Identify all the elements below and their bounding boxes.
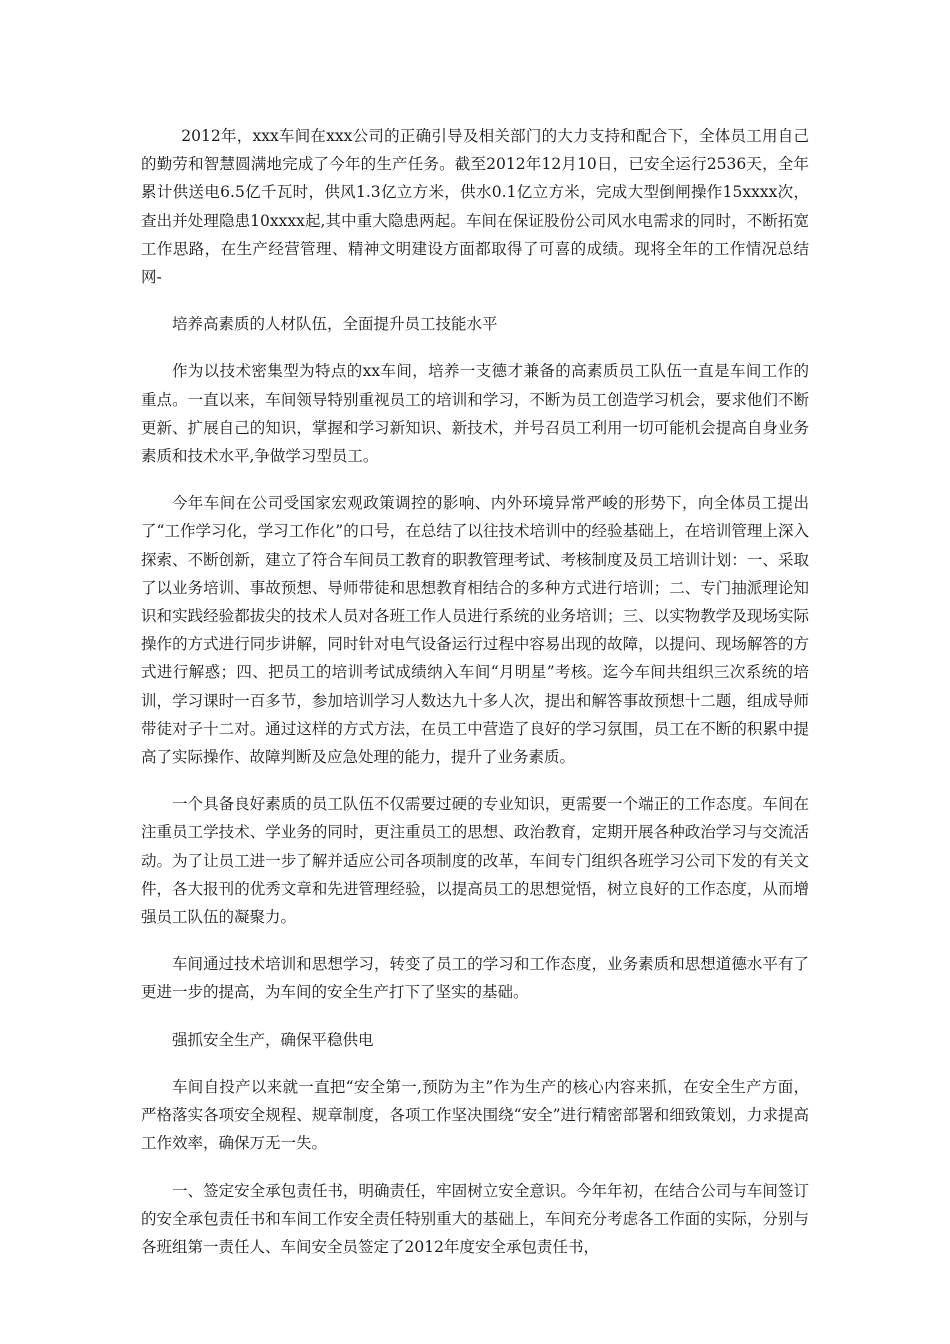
paragraph-talent-focus: 作为以技术密集型为特点的xx车间，培养一支德才兼备的高素质员工队伍一直是车间工作的重点。一直以来，车间领导特别重视员工的培训和学习，不断为员工创造学习机会，要求他们不断更新、扩展自己的知识，掌握和学习新知识、新技术，并号召员工利用一切可能机会提高自身业务素质和技术水平,争做学习型员工。 xyxy=(141,362,809,466)
section-heading-talent-team: 培养高素质的人材队伍，全面提升员工技能水平 xyxy=(172,315,498,334)
section-heading-safety: 强抓安全生产，确保平稳供电 xyxy=(172,1030,374,1049)
paragraph-attitude: 一个具备良好素质的员工队伍不仅需要过硬的专业知识，更需要一个端正的工作态度。车间在注重员工学技术、学业务的同时，更注重员工的思想、政治教育，定期开展各种政治学习与交流活动。为了让员工进一步了解并适应公司各项制度的改革，车间专门组织各班学习公司下发的有关文件，各大报刊的优秀文章和先进管理经验，以提高员工的思想觉悟，树立良好的工作态度，从而增强员工队伍的凝聚力。 xyxy=(141,795,809,927)
paragraph-training-result: 车间通过技术培训和思想学习，转变了员工的学习和工作态度，业务素质和思想道德水平有了更进一步的提高，为车间的安全生产打下了坚实的基础。 xyxy=(141,955,809,1002)
intro-paragraph: 2012年，xxx车间在xxx公司的正确引导及相关部门的大力支持和配合下，全体员工用自己的勤劳和智慧圆满地完成了今年的生产任务。截至2012年12月10日，已安全运行2536天，全年累计供送电6.5亿千瓦时，供风1.3亿立方米，供水0.1亿立方米，完成大型倒闸操作15xxxx次，查出并处理隐患10xxxx起,其中重大隐患两起。车间在保证股份公司风水电需求的同时，不断拓宽工作思路，在生产经营管理、精神文明建设方面都取得了可喜的成绩。现将全年的工作情况总结网- xyxy=(141,127,809,287)
paragraph-safety-contract: 一、签定安全承包责任书，明确责任，牢固树立安全意识。今年年初，在结合公司与车间签订的安全承包责任书和车间工作安全责任特别重大的基础上，车间充分考虑各工作面的实际，分别与各班组第一责任人、车间安全员签定了2012年度安全承包责任书， xyxy=(141,1181,809,1256)
document-body xyxy=(141,122,809,1280)
paragraph-training-plan: 今年车间在公司受国家宏观政策调控的影响、内外环境异常严峻的形势下，向全体员工提出了“工作学习化，学习工作化”的口号，在总结了以往技术培训中的经验基础上，在培训管理上深入探索、不断创新，建立了符合车间员工教育的职教管理考试、考核制度及员工培训计划：一、采取了以业务培训、事故预想、导师带徒和思想教育相结合的多种方式进行培训；二、专门抽派理论知识和实践经验都拔尖的技术人员对各班工作人员进行系统的业务培训；三、以实物教学及现场实际操作的方式进行同步讲解，同时针对电气设备运行过程中容易出现的故障，以提问、现场解答的方式进行解惑；四、把员工的培训考试成绩纳入车间“月明星”考核。迄今车间共组织三次系统的培训，学习课时一百多节，参加培训学习人数达九十多人次，提出和解答事故预想十二题，组成导师带徒对子十二对。通过这样的方式方法，在员工中营造了良好的学习氛围，员工在不断的积累中提高了实际操作、故障判断及应急处理的能力，提升了业务素质。 xyxy=(141,494,809,767)
paragraph-safety-first: 车间自投产以来就一直把“安全第一,预防为主”作为生产的核心内容来抓，在安全生产方面，严格落实各项安全规程、规章制度，各项工作坚决围绕“安全”进行精密部署和细致策划，力求提高工作效率，确保万无一失。 xyxy=(141,1077,809,1153)
